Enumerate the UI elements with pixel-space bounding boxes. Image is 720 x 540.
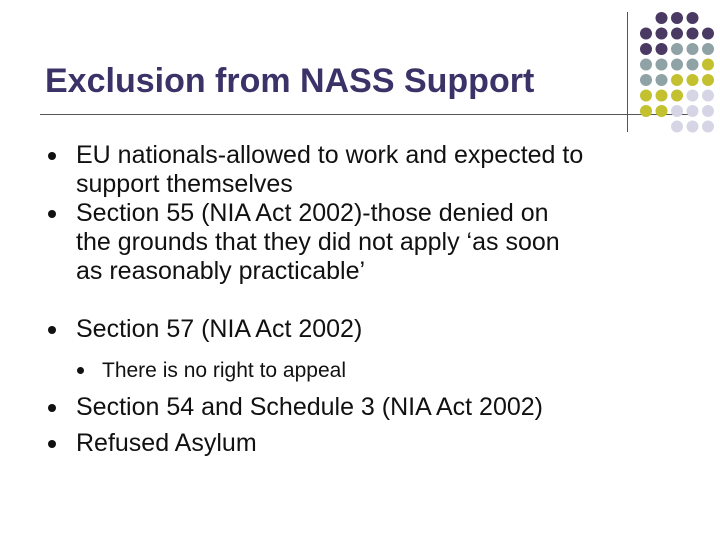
decorative-dot [640, 59, 652, 71]
decorative-dot [640, 90, 652, 102]
bullet-line: Section 55 (NIA Act 2002)-those denied on [76, 199, 549, 227]
decorative-dot-grid [0, 0, 720, 140]
bullet-dot [48, 404, 56, 412]
decorative-dot [671, 12, 683, 24]
decorative-dot [671, 90, 683, 102]
bullet-item-section-55 [76, 199, 696, 286]
bullet-line: Section 57 (NIA Act 2002) [76, 315, 363, 343]
decorative-dot [671, 59, 683, 71]
decorative-dot [702, 121, 714, 133]
decorative-dot [671, 43, 683, 55]
decorative-dot [702, 105, 714, 117]
decorative-dot [656, 43, 668, 55]
decorative-dot [671, 28, 683, 40]
bullet-item-eu-nationals [76, 141, 696, 199]
bullet-dot [77, 367, 84, 374]
decorative-dot [687, 74, 699, 86]
bullet-line: Section 54 and Schedule 3 (NIA Act 2002) [76, 393, 543, 421]
bullet-line: Refused Asylum [76, 429, 257, 457]
bullet-dot [48, 152, 56, 160]
bullet-dot [48, 326, 56, 334]
decorative-dot [702, 43, 714, 55]
decorative-dot [687, 105, 699, 117]
bullet-dot [48, 210, 56, 218]
decorative-dot [671, 121, 683, 133]
decorative-dot [640, 105, 652, 117]
bullet-line: the grounds that they did not apply ‘as soon [76, 228, 560, 256]
decorative-dot [687, 28, 699, 40]
slide-title: Exclusion from NASS Support [45, 62, 535, 100]
bullet-item-section-54 [76, 393, 696, 422]
decorative-dot [656, 105, 668, 117]
sub-bullet-item-no-appeal [102, 358, 346, 383]
decorative-dot [640, 28, 652, 40]
bullet-line: support themselves [76, 170, 293, 198]
bullet-item-section-57 [76, 315, 696, 344]
decorative-dot [671, 74, 683, 86]
decorative-dot [640, 74, 652, 86]
decorative-dot [687, 43, 699, 55]
decorative-dot [671, 105, 683, 117]
decorative-dot [640, 43, 652, 55]
decorative-dot [656, 12, 668, 24]
decorative-dot [656, 74, 668, 86]
decorative-dot [687, 59, 699, 71]
decorative-dot [687, 12, 699, 24]
decorative-dot [656, 90, 668, 102]
decorative-dot [687, 121, 699, 133]
decorative-dot [687, 90, 699, 102]
bullet-line: EU nationals-allowed to work and expected to [76, 141, 584, 169]
decorative-dot [656, 28, 668, 40]
decorative-dot [656, 59, 668, 71]
bullet-item-refused-asylum [76, 429, 696, 458]
decorative-dot [702, 90, 714, 102]
bullet-line: There is no right to appeal [102, 359, 346, 382]
bullet-dot [48, 440, 56, 448]
bullet-line: as reasonably practicable’ [76, 257, 366, 285]
decorative-dot [702, 74, 714, 86]
decorative-dot [702, 28, 714, 40]
decorative-dot [702, 59, 714, 71]
